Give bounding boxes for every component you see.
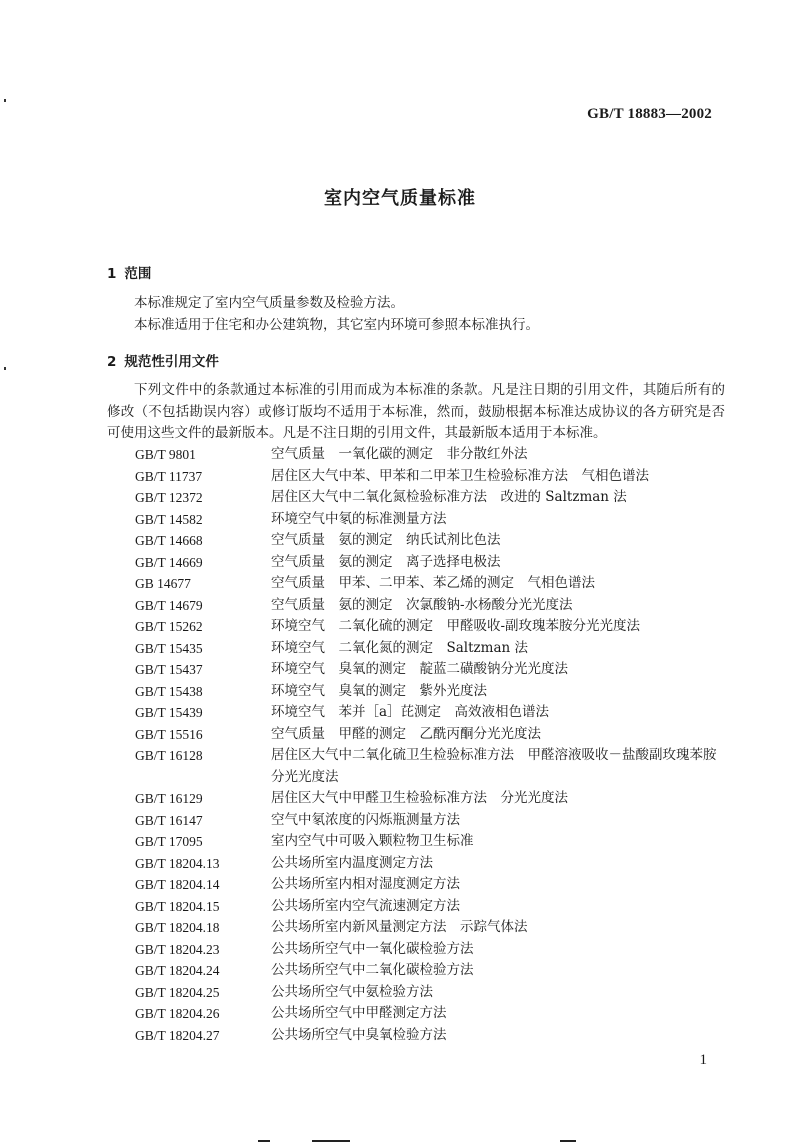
reference-code: GB/T 18204.24 (135, 963, 220, 978)
reference-code: GB/T 18204.18 (135, 920, 220, 935)
reference-code: GB/T 15438 (135, 683, 203, 699)
reference-row (0, 788, 800, 810)
reference-row (0, 1003, 800, 1025)
reference-code: GB/T 18204.14 (135, 877, 220, 892)
scan-margin-mark (4, 99, 6, 102)
reference-row (0, 616, 800, 638)
reference-title: 空气质量 甲苯、二甲苯、苯乙烯的测定 气相色谱法 (271, 575, 595, 591)
reference-code: GB/T 18204.15 (135, 898, 220, 914)
reference-code: GB/T 18204.27 (135, 1027, 220, 1043)
reference-row (0, 939, 800, 961)
reference-code: GB/T 18204.26 (135, 1006, 220, 1021)
reference-code: GB/T 16128 (135, 748, 203, 763)
reference-code: GB/T 15516 (135, 726, 203, 742)
reference-row (0, 1025, 800, 1047)
reference-row (0, 831, 800, 853)
reference-row (0, 982, 800, 1004)
reference-code: GB/T 14679 (135, 597, 203, 613)
reference-code: GB/T 16147 (135, 812, 203, 828)
reference-title: 空气质量 甲醛的测定 乙酰丙酮分光光度法 (271, 725, 541, 742)
reference-title: 空气质量 氨的测定 离子选择电极法 (271, 553, 501, 570)
section-2-heading (107, 350, 219, 370)
scan-bottom-rule (312, 1140, 350, 1142)
reference-title: 环境空气中氡的标准测量方法 (271, 510, 447, 527)
reference-code: GB/T 14582 (135, 511, 203, 527)
reference-code: GB/T 15435 (135, 640, 203, 656)
section-number: 2 (107, 354, 117, 370)
reference-row (0, 573, 800, 595)
reference-row (0, 638, 800, 660)
reference-row (0, 552, 800, 574)
paragraph: 下列文件中的条款通过本标准的引用而成为本标准的条款。凡是注日期的引用文件，其随后所有的修改（不包括勘误内容）或修订版均不适用于本标准，然而，鼓励根据本标准达成协议的各方研究是否可使用这些文件的最新版本。凡是不注日期的引用文件，其最新版本适用于本标准。 (107, 382, 725, 441)
reference-row (0, 530, 800, 552)
paragraph: 本标准适用于住宅和办公建筑物，其它室内环境可参照本标准执行。 (134, 317, 539, 333)
reference-title: 公共场所室内相对湿度测定方法 (271, 876, 460, 892)
reference-row (0, 724, 800, 746)
reference-title: 公共场所室内新风量测定方法 示踪气体法 (271, 919, 528, 935)
scan-bottom-rule (560, 1140, 576, 1142)
reference-code: GB/T 14668 (135, 533, 203, 548)
reference-title: 公共场所空气中一氧化碳检验方法 (271, 940, 474, 957)
reference-title: 公共场所空气中二氧化碳检验方法 (271, 962, 474, 978)
reference-row (0, 874, 800, 896)
reference-row (0, 466, 800, 488)
reference-title: 室内空气中可吸入颗粒物卫生标准 (271, 833, 474, 849)
reference-code: GB 14677 (135, 576, 191, 591)
reference-title: 环境空气 臭氧的测定 靛蓝二磺酸钠分光光度法 (271, 661, 568, 677)
reference-title: 公共场所室内空气流速测定方法 (271, 897, 460, 914)
reference-title: 居住区大气中甲醛卫生检验标准方法 分光光度法 (271, 790, 568, 806)
reference-code: GB/T 18204.25 (135, 984, 220, 1000)
scan-bottom-rule (258, 1140, 270, 1142)
reference-title: 环境空气 二氧化硫的测定 甲醛吸收-副玫瑰苯胺分光光度法 (271, 618, 641, 634)
reference-row (0, 659, 800, 681)
reference-code: GB/T 14669 (135, 554, 203, 570)
reference-title: 居住区大气中二氧化硫卫生检验标准方法 甲醛溶液吸收－盐酸副玫瑰苯胺分光光度法 (271, 747, 717, 785)
reference-title: 环境空气 苯并［a］芘测定 高效液相色谱法 (271, 704, 550, 720)
reference-title: 公共场所空气中氨检验方法 (271, 983, 433, 1000)
reference-row (0, 896, 800, 918)
reference-title: 居住区大气中二氧化氮检验标准方法 改进的 Saltzman 法 (271, 489, 627, 505)
reference-title: 空气质量 氨的测定 纳氏试剂比色法 (271, 532, 501, 548)
standard-code: GB/T 18883—2002 (587, 106, 712, 122)
reference-code: GB/T 15262 (135, 619, 203, 634)
document-title: 室内空气质量标准 (324, 188, 476, 209)
paragraph: 本标准规定了室内空气质量参数及检验方法。 (134, 295, 404, 311)
reference-title: 空气质量 氨的测定 次氯酸钠-水杨酸分光光度法 (271, 596, 573, 613)
reference-code: GB/T 9801 (135, 447, 196, 462)
reference-row (0, 917, 800, 939)
section-title: 范围 (124, 266, 152, 282)
reference-row (0, 509, 800, 531)
reference-row (0, 487, 800, 509)
scan-margin-mark (4, 367, 6, 370)
reference-title: 居住区大气中苯、甲苯和二甲苯卫生检验标准方法 气相色谱法 (271, 467, 649, 484)
reference-list (0, 444, 800, 1046)
page-number: 1 (699, 1052, 707, 1068)
reference-code: GB/T 15437 (135, 662, 203, 677)
reference-title: 公共场所空气中甲醛测定方法 (271, 1005, 447, 1021)
section-title: 规范性引用文件 (124, 354, 219, 370)
reference-code: GB/T 12372 (135, 490, 203, 505)
section-number: 1 (107, 266, 117, 282)
reference-title: 公共场所空气中臭氧检验方法 (271, 1026, 447, 1043)
reference-title: 公共场所室内温度测定方法 (271, 854, 433, 871)
reference-code: GB/T 15439 (135, 705, 203, 720)
reference-row (0, 960, 800, 982)
reference-title: 空气中氡浓度的闪烁瓶测量方法 (271, 811, 460, 828)
section-1-heading (107, 262, 151, 282)
reference-row (0, 444, 800, 466)
reference-code: GB/T 11737 (135, 468, 203, 484)
reference-row (0, 681, 800, 703)
reference-code: GB/T 16129 (135, 791, 203, 806)
reference-row (0, 853, 800, 875)
reference-code: GB/T 18204.13 (135, 855, 220, 871)
reference-code: GB/T 18204.23 (135, 941, 220, 957)
reference-row (0, 702, 800, 724)
reference-title: 空气质量 一氧化碳的测定 非分散红外法 (271, 446, 528, 462)
reference-title: 环境空气 二氧化氮的测定 Saltzman 法 (271, 639, 528, 656)
reference-row (0, 745, 800, 788)
reference-code: GB/T 17095 (135, 834, 203, 849)
reference-title: 环境空气 臭氧的测定 紫外光度法 (271, 682, 487, 699)
reference-row (0, 810, 800, 832)
reference-row (0, 595, 800, 617)
